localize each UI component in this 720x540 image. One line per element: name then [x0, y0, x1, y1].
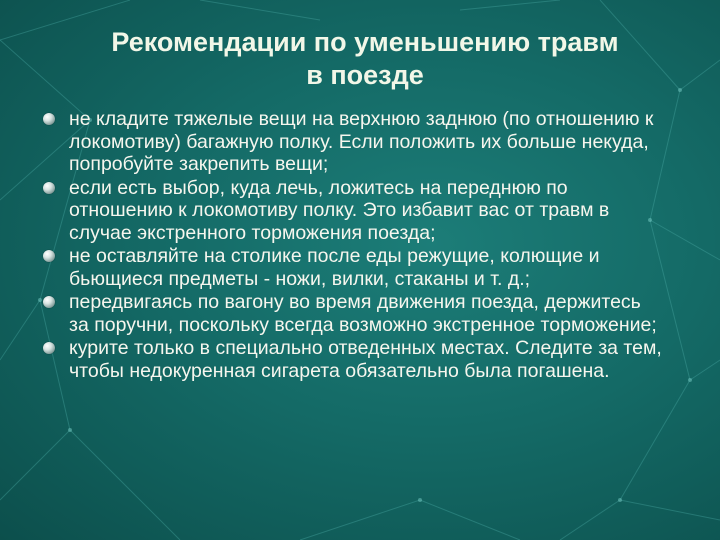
bullet-sphere-icon [43, 250, 55, 262]
bullet-item [42, 177, 662, 245]
bullet-sphere-icon [43, 182, 55, 194]
bullet-item [42, 291, 662, 336]
bullet-list [42, 108, 662, 383]
bullet-sphere-icon [43, 342, 55, 354]
bullet-sphere-icon [43, 296, 55, 308]
slide-title [40, 26, 690, 92]
bullet-item [42, 108, 662, 176]
bullet-item [42, 337, 662, 382]
bullet-sphere-icon [43, 113, 55, 125]
slide-title-line-2: в поезде [306, 60, 424, 90]
bullet-text: если есть выбор, куда лечь, ложитесь на переднюю по отношению к локомотиву полку. Это избавит вас от травм в случае экстренного торможения поезда; [69, 176, 610, 244]
bullet-text: не оставляйте на столике после еды режущие, колющие и бьющиеся предметы - ножи, вилки, стаканы и т. д.; [69, 245, 600, 290]
bullet-text: курите только в специально отведенных местах. Следите за тем, чтобы недокуренная сигарета обязательно была погашена. [69, 337, 662, 382]
bullet-text: передвигаясь по вагону во время движения поезда, держитесь за поручни, поскольку всегда возможно экстренное торможение; [69, 291, 657, 336]
bullet-text: не кладите тяжелые вещи на верхнюю заднюю (по отношению к локомотиву) багажную полку. Если положить их больше некуда, попробуйте закрепить вещи; [69, 108, 654, 175]
slide-title-line-1: Рекомендации по уменьшению травм [111, 27, 619, 57]
bullet-item [42, 245, 662, 290]
